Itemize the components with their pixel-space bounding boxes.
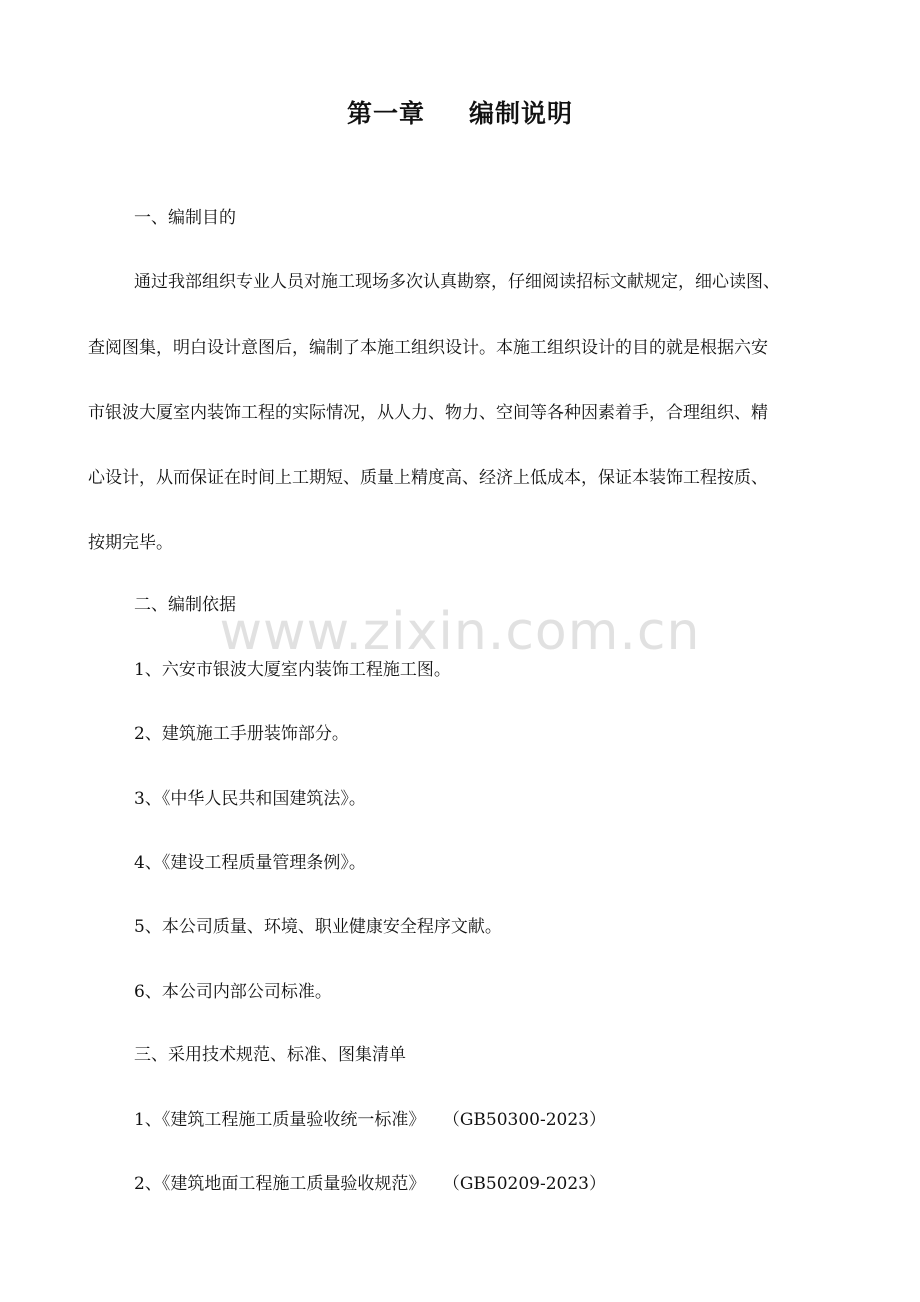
paragraph-line: 市银波大厦室内装饰工程的实际情况，从人力、物力、空间等各种因素着手，合理组织、精 (88, 403, 768, 423)
standard-item (134, 1172, 606, 1196)
section-heading-purpose: 一、编制目的 (134, 208, 236, 228)
standard-code: （GB50300-2023） (451, 1110, 606, 1130)
chapter-number: 第一章 (346, 99, 425, 128)
standard-name: 1、《建筑工程施工质量验收统一标准》 (134, 1110, 426, 1130)
watermark: www.zixin.com.cn (219, 602, 701, 662)
chapter-name: 编制说明 (469, 99, 574, 128)
standard-item (134, 1108, 606, 1132)
standard-code: （GB50209-2023） (451, 1174, 606, 1194)
list-item: 5、本公司质量、环境、职业健康安全程序文献。 (134, 917, 502, 937)
list-item: 4、《建设工程质量管理条例》。 (134, 853, 366, 873)
paragraph-line: 心设计，从而保证在时间上工期短、质量上精度高、经济上低成本，保证本装饰工程按质、 (88, 468, 768, 488)
chapter-title (0, 94, 920, 130)
list-item: 1、六安市银波大厦室内装饰工程施工图。 (134, 660, 451, 680)
standard-name: 2、《建筑地面工程施工质量验收规范》 (134, 1174, 426, 1194)
paragraph-line: 按期完毕。 (88, 533, 173, 553)
list-item: 2、建筑施工手册装饰部分。 (134, 724, 349, 744)
list-item: 3、《中华人民共和国建筑法》。 (134, 789, 366, 809)
list-item: 6、本公司内部公司标准。 (134, 982, 332, 1002)
section-heading-standards: 三、采用技术规范、标准、图集清单 (134, 1045, 406, 1065)
section-heading-basis: 二、编制依据 (134, 595, 236, 615)
paragraph-line: 通过我部组织专业人员对施工现场多次认真勘察，仔细阅读招标文献规定，细心读图、 (134, 272, 780, 292)
paragraph-line: 查阅图集，明白设计意图后，编制了本施工组织设计。本施工组织设计的目的就是根据六安 (88, 338, 768, 358)
